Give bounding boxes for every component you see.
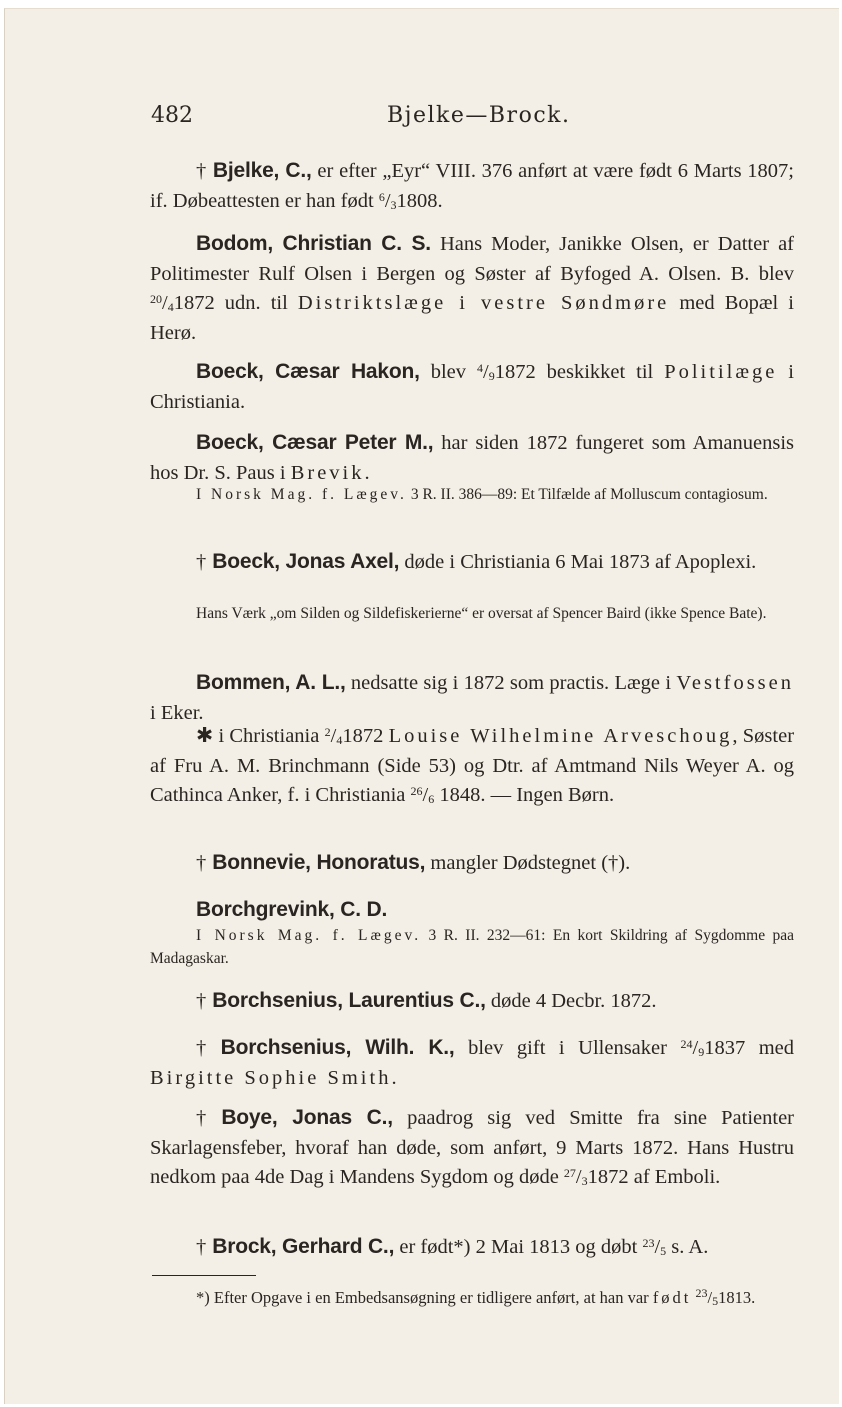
entry-name: Boeck, Cæsar Hakon, bbox=[196, 360, 420, 383]
entry-name: Boeck, Jonas Axel, bbox=[212, 550, 400, 573]
entry-name: Boeck, Cæsar Peter M., bbox=[196, 431, 434, 454]
dagger-icon: † bbox=[196, 1236, 207, 1258]
entry-note: Hans Værk „om Silden og Sildefiskerierne“ er oversat af Spencer Baird (ikke Spence Bate). bbox=[196, 605, 767, 622]
spaced-text: Birgitte Sophie Smith bbox=[150, 1066, 392, 1089]
date-fraction: $^4/_9$ bbox=[476, 361, 495, 383]
date-fraction: $^6/_3$ bbox=[378, 189, 397, 212]
entry-name: Bjelke, C., bbox=[212, 159, 312, 182]
entry-borchsenius-laurentius: † Borchsenius, Laurentius C., døde 4 Decbr. 1872. bbox=[196, 989, 657, 1012]
spaced-text: Louise Wilhelmine Arveschoug bbox=[388, 725, 733, 747]
spaced-text: født bbox=[652, 1288, 692, 1307]
footnote-marker: *) bbox=[196, 1288, 210, 1307]
marriage-icon: ✱ bbox=[196, 725, 214, 747]
running-title: Bjelke—Brock. bbox=[387, 103, 571, 128]
dagger-icon: † bbox=[196, 551, 207, 573]
entry-boeck-jonas-axel: † Boeck, Jonas Axel, døde i Christiania 6 Mai 1873 af Apoplexi. bbox=[196, 550, 757, 573]
entry-note: I Norsk Mag. f. Lægev. 3 R. II. 232—61: En kort Skildring af Sygdomme paa Madagaskar. bbox=[150, 927, 794, 967]
entry-boeck-caesar-hakon: Boeck, Cæsar Hakon, blev $^4/_91872$ beskikket til Politilæge i Christiania. bbox=[150, 360, 795, 413]
entry-bonnevie: † Bonnevie, Honoratus, mangler Dødstegnet (†). bbox=[196, 851, 631, 874]
entry-note: I Norsk Mag. f. Lægev. 3 R. II. 386—89: Et Tilfælde af Molluscum contagiosum. bbox=[196, 486, 768, 503]
dagger-icon: † bbox=[196, 990, 207, 1012]
entry-brock: † Brock, Gerhard C., er født*) 2 Mai 1813 og døbt $^{23}/_5$ s. A. bbox=[196, 1235, 709, 1258]
date-fraction: $^2/_4$ bbox=[324, 725, 343, 747]
spaced-text: Vestfossen bbox=[676, 672, 795, 694]
spaced-text: Brevik bbox=[290, 461, 365, 484]
entry-name: Bodom, Christian C. S. bbox=[196, 232, 431, 255]
spaced-text: Distriktslæge i vestre Søndmøre bbox=[297, 292, 670, 314]
dagger-icon: † bbox=[196, 160, 207, 182]
entry-name: Bommen, A. L., bbox=[196, 671, 346, 694]
entry-name: Bonnevie, Honoratus, bbox=[212, 851, 426, 874]
entry-bodom: Bodom, Christian C. S. Hans Moder, Janikke Olsen, er Datter af Politimester Rulf Olsen i Bergen og Søster af Byfoged A. Olsen. B. blev $^{20}/_41872$ udn. til Distriktslæge i vestre Søndmøre med Bopæl i Herø. bbox=[150, 232, 794, 344]
date-fraction: $^{26}/_6$ bbox=[410, 784, 435, 806]
page-number: 482 bbox=[151, 103, 193, 128]
entry-borchsenius-wilh: † Borchsenius, Wilh. K., blev gift i Ullensaker $^{24}/_91837$ med Birgitte Sophie Smith. bbox=[150, 1036, 795, 1089]
footnote-rule bbox=[152, 1275, 256, 1276]
footnote: *) Efter Opgave i en Embedsansøgning er tidligere anført, at han var født $^{23}/_51813$. bbox=[196, 1286, 756, 1308]
date-fraction: $^{23}/_5$ bbox=[695, 1286, 719, 1308]
spaced-text: Politilæge bbox=[664, 361, 778, 383]
entry-boeck-caesar-peter: Boeck, Cæsar Peter M., har siden 1872 fungeret som Amanuensis hos Dr. S. Paus i Brevik. bbox=[150, 431, 794, 484]
entry-name: Borchsenius, Wilh. K., bbox=[220, 1036, 455, 1059]
date-fraction: $^{20}/_4$ bbox=[150, 292, 174, 314]
date-fraction: $^{27}/_3$ bbox=[563, 1166, 588, 1188]
entry-boye: † Boye, Jonas C., paadrog sig ved Smitte fra sine Patienter Skarlagensfeber, hvoraf han døde, som anført, 9 Marts 1872. Hans Hustru nedkom paa 4de Dag i Mandens Sygdom og døde $^{27}/_31872$ af Emboli. bbox=[150, 1106, 795, 1188]
date-fraction: $^{23}/_5$ bbox=[642, 1236, 667, 1258]
entry-name: Boye, Jonas C., bbox=[221, 1106, 393, 1129]
date-fraction: $^{24}/_9$ bbox=[680, 1037, 705, 1059]
dagger-icon: † bbox=[196, 1037, 215, 1059]
entry-bjelke: † Bjelke, C., er efter „Eyr“ VIII. 376 anført at være født 6 Marts 1807; if. Døbeattesten er han født $^6/_31808$. bbox=[150, 159, 794, 212]
entry-name: Borchgrevink, C. D. bbox=[196, 898, 388, 921]
entry-marriage: ✱ i Christiania $^2/_41872$ Louise Wilhelmine Arveschoug, Søster af Fru A. M. Brinchmann (Side 53) og Dtr. af Amtmand Nils Weyer A. og Cathinca Anker, f. i Christiania $^{26}/_6$ 1848. — Ingen Børn. bbox=[150, 725, 795, 806]
dagger-icon: † bbox=[196, 852, 207, 874]
entry-name: Brock, Gerhard C., bbox=[212, 1235, 395, 1258]
entry-borchgrevink bbox=[150, 895, 794, 926]
entry-bommen: Bommen, A. L., nedsatte sig i 1872 som practis. Læge i Vestfossen i Eker. bbox=[150, 671, 795, 724]
dagger-icon: † bbox=[196, 1107, 216, 1129]
entry-name: Borchsenius, Laurentius C., bbox=[212, 989, 486, 1012]
